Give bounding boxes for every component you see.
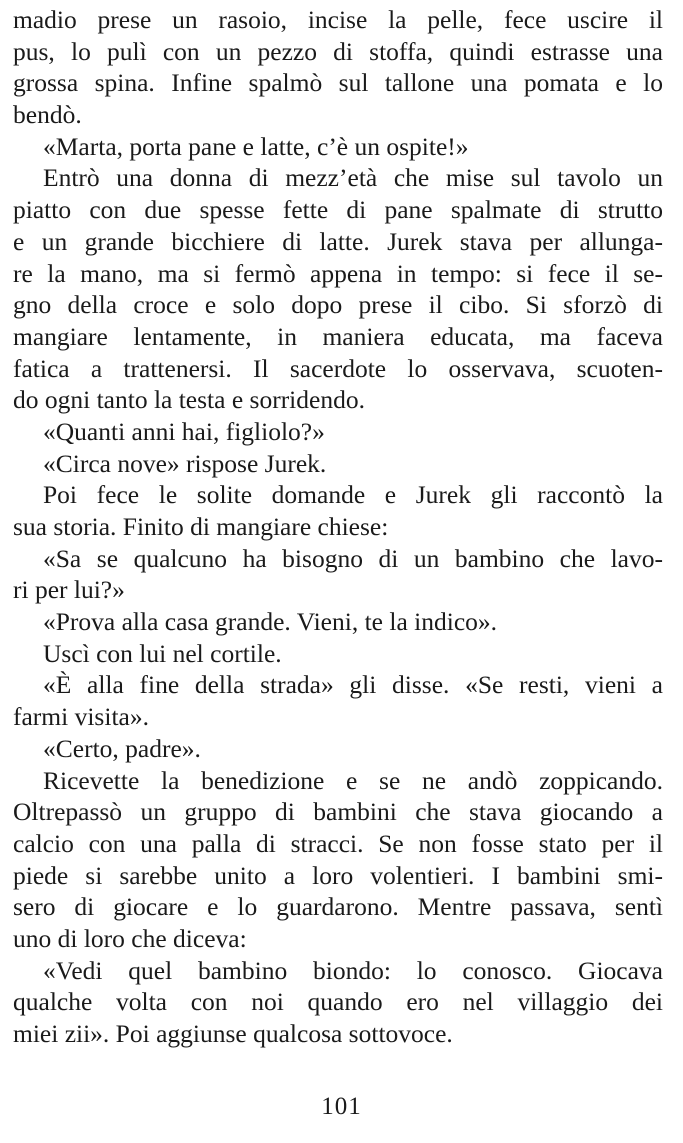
- text-line: Uscì con lui nel cortile.: [43, 638, 282, 668]
- text-line: re la mano, ma si fermò appena in tempo: si fece il se-: [13, 258, 663, 288]
- text-line: farmi visita».: [13, 702, 149, 732]
- text-line: calcio con una palla di stracci. Se non fosse stato per il: [13, 828, 663, 858]
- text-line: «È alla fine della strada» gli disse. «Se resti, vieni a: [43, 670, 663, 700]
- text-line: bendò.: [13, 100, 82, 130]
- text-line: do ogni tanto la testa e sorridendo.: [13, 385, 365, 415]
- text-line: ri per lui?»: [13, 575, 125, 605]
- text-line: piatto con due spesse fette di pane spalmate di strutto: [13, 195, 663, 225]
- text-line: Ricevette la benedizione e se ne andò zoppicando.: [43, 765, 663, 795]
- text-line: miei zii». Poi aggiunse qualcosa sottovoce.: [13, 1019, 453, 1048]
- text-line: Entrò una donna di mezz’età che mise sul tavolo un: [43, 163, 663, 193]
- text-line: gno della croce e solo dopo prese il cibo. Si sforzò di: [13, 290, 663, 320]
- text-line: madio prese un rasoio, incise la pelle, fece uscire il: [13, 5, 663, 34]
- text-line: «Certo, padre».: [43, 733, 201, 763]
- text-line: pus, lo pulì con un pezzo di stoffa, quindi estrasse una: [13, 36, 663, 66]
- text-line: uno di loro che diceva:: [13, 923, 247, 953]
- text-line: «Sa se qualcuno ha bisogno di un bambino che lavo-: [43, 543, 663, 573]
- book-page: [13, 4, 663, 1050]
- text-line: sua storia. Finito di mangiare chiese:: [13, 512, 389, 541]
- text-line: «Circa nove» rispose Jurek.: [43, 448, 327, 478]
- text-line: «Quanti anni hai, figliolo?»: [43, 416, 325, 446]
- text-line: «Vedi quel bambino biondo: lo conosco. Giocava: [43, 955, 663, 985]
- text-line: e un grande bicchiere di latte. Jurek stava per allunga-: [13, 226, 663, 256]
- text-line: sero di giocare e lo guardarono. Mentre passava, sentì: [13, 892, 663, 922]
- text-line: grossa spina. Infine spalmò sul tallone una pomata e lo: [13, 68, 663, 98]
- text-line: mangiare lentamente, in maniera educata, ma faceva: [13, 321, 663, 351]
- text-line: Oltrepassò un gruppo di bambini che stava giocando a: [13, 797, 663, 827]
- text-line: fatica a trattenersi. Il sacerdote lo osservava, scuoten-: [13, 353, 663, 383]
- page-number: 101: [321, 1093, 362, 1120]
- text-line: «Prova alla casa grande. Vieni, te la indico».: [43, 607, 498, 637]
- text-line: «Marta, porta pane e latte, c’è un ospite!»: [43, 131, 469, 161]
- text-line: piede si sarebbe unito a loro volentieri. I bambini smi-: [13, 860, 663, 890]
- text-line: Poi fece le solite domande e Jurek gli raccontò la: [43, 480, 663, 510]
- text-line: qualche volta con noi quando ero nel villaggio dei: [13, 987, 663, 1017]
